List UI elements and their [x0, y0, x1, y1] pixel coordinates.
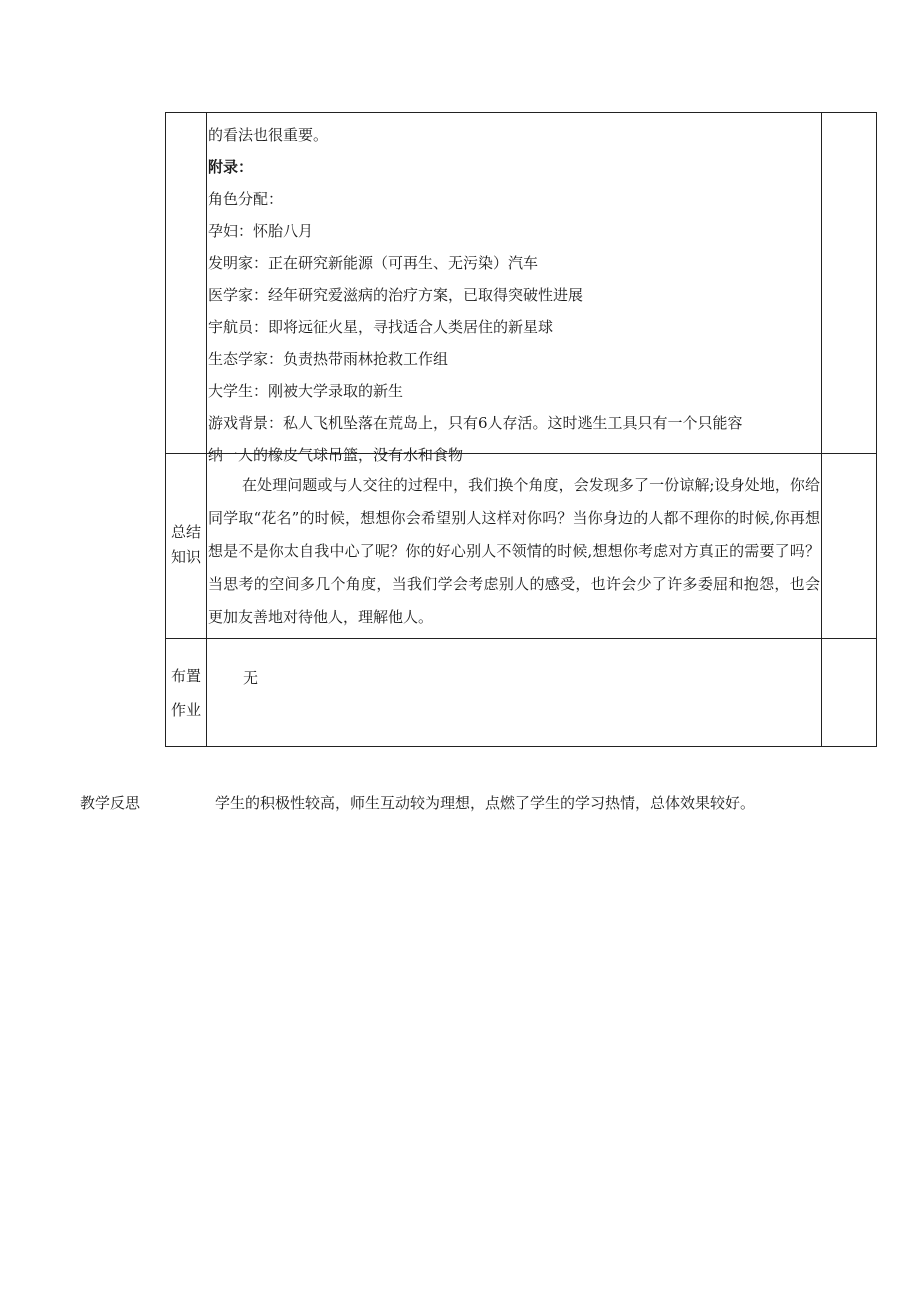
summary-content-cell	[206, 453, 822, 639]
summary-text: 在处理问题或与人交往的过程中，我们换个角度，会发现多了一份谅解;设身处地，你给同学取“花名”的时候，想想你会希望别人这样对你吗？当你身边的人都不理你的时候,你再想想是不是你太自我中心了呢？你的好心别人不领情的时候,想想你考虑对方真正的需要了吗？当思考的空间多几个角度，当我们学会考虑别人的感受，也许会少了许多委屈和抱怨，也会更加友善地对待他人，理解他人。	[208, 476, 820, 626]
homework-label-line2: 作业	[170, 701, 201, 719]
appendix-line: 游戏背景：私人飞机坠落在荒岛上，只有6人存活。这时逃生工具只有一个只能容	[208, 414, 743, 432]
appendix-line: 医学家：经年研究爱滋病的治疗方案，已取得突破性进展	[208, 286, 584, 304]
appendix-content-cell	[206, 112, 822, 464]
summary-label-line1: 总结	[170, 523, 201, 541]
summary-note-cell	[821, 453, 877, 639]
appendix-line: 孕妇：怀胎八月	[208, 222, 314, 240]
homework-label-line1: 布置	[170, 667, 201, 685]
lesson-table	[165, 112, 877, 747]
homework-label	[166, 659, 206, 727]
summary-label	[166, 520, 206, 570]
appendix-label-cell	[165, 112, 207, 454]
appendix-line: 宇航员：即将远征火星，寻找适合人类居住的新星球	[208, 318, 554, 336]
reflection-text: 学生的积极性较高，师生互动较为理想，点燃了学生的学习热情，总体效果较好。	[215, 794, 756, 812]
homework-content-cell	[206, 638, 822, 747]
homework-text: 无	[243, 669, 259, 687]
appendix-line: 角色分配：	[208, 190, 284, 208]
appendix-line: 纳一人的橡皮气球吊篮，没有水和食物	[208, 446, 464, 464]
appendix-line: 的看法也很重要。	[208, 126, 329, 144]
appendix-note-cell	[821, 112, 877, 454]
summary-label-line2: 知识	[170, 548, 201, 566]
homework-note-cell	[821, 638, 877, 747]
appendix-lines	[208, 119, 822, 471]
appendix-line: 大学生：刚被大学录取的新生	[208, 382, 404, 400]
appendix-line: 生态学家：负责热带雨林抢救工作组	[208, 350, 449, 368]
homework-label-cell	[165, 638, 207, 747]
appendix-line: 发明家：正在研究新能源（可再生、无污染）汽车	[208, 254, 539, 272]
reflection-label: 教学反思	[80, 794, 141, 812]
appendix-heading: 附录：	[208, 158, 254, 176]
summary-label-cell	[165, 453, 207, 639]
